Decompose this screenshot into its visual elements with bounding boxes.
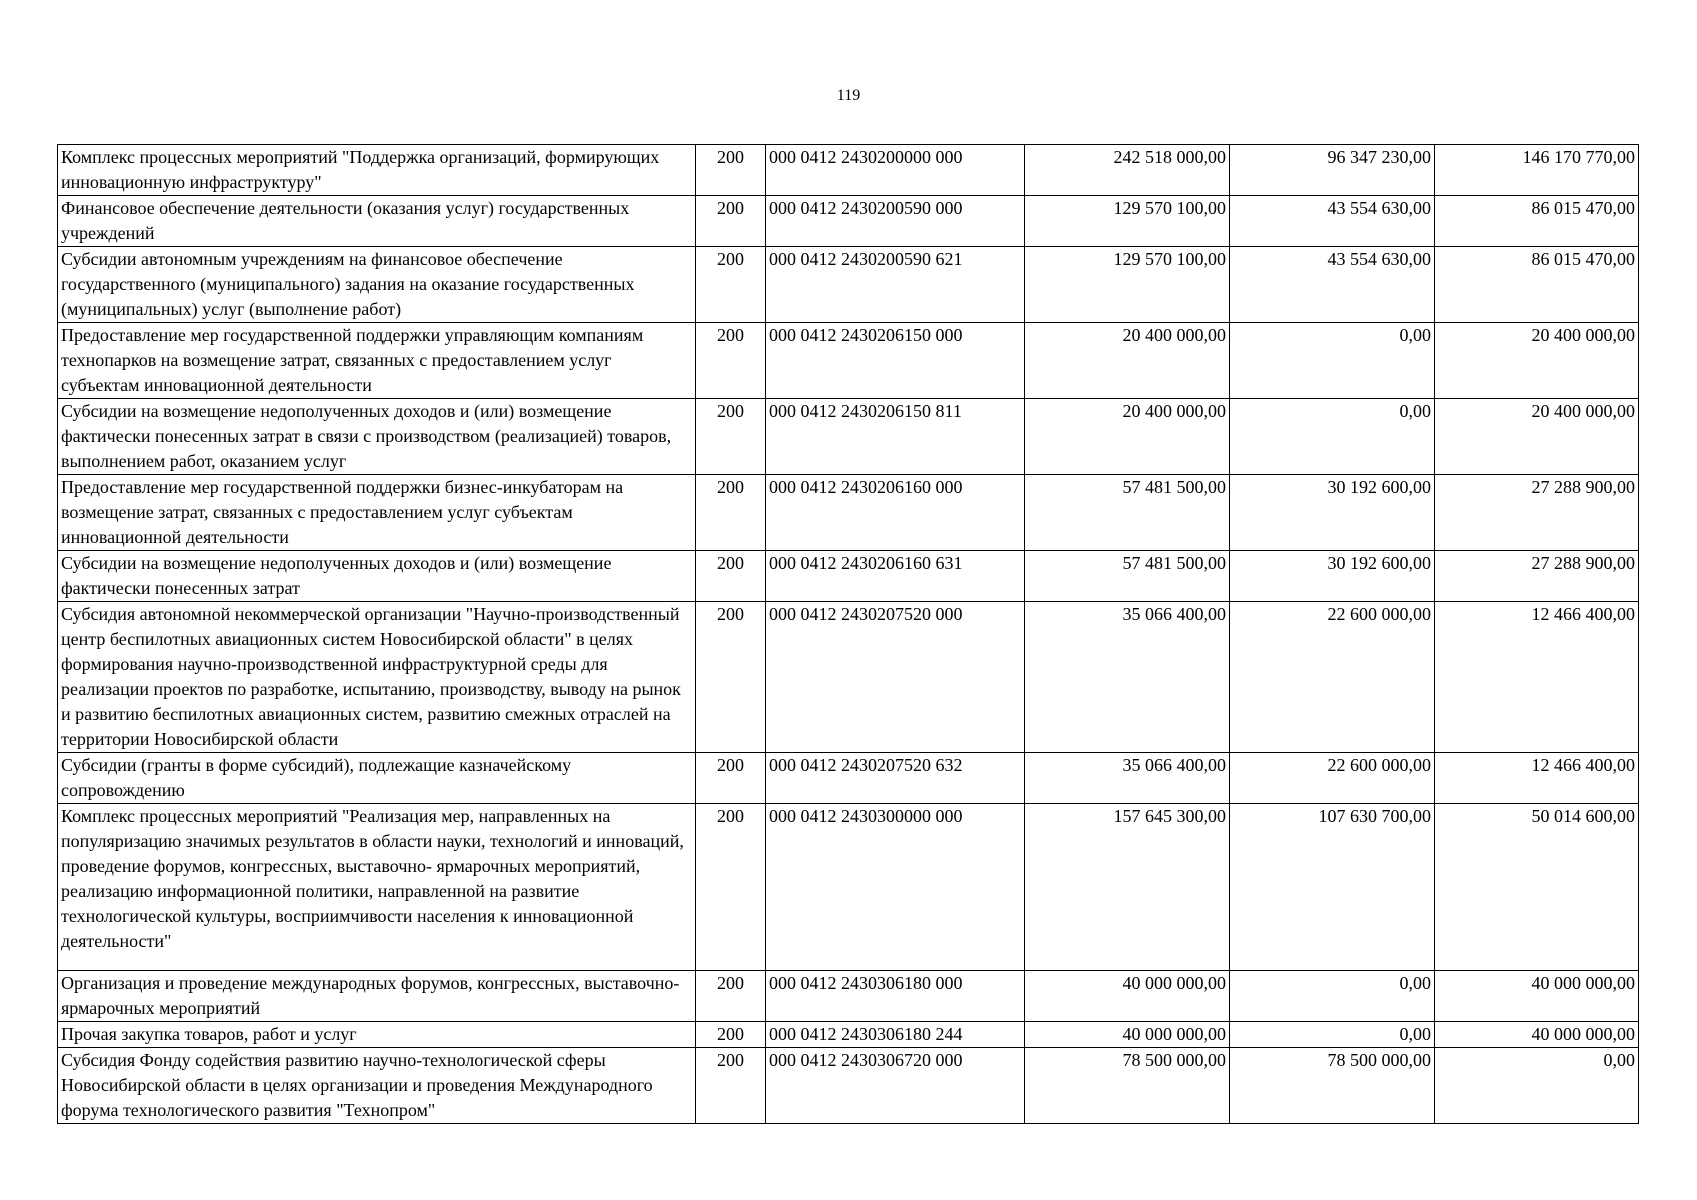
cell-executed: 107 630 700,00 [1230,804,1435,971]
table-row [58,551,1639,602]
cell-executed: 43 554 630,00 [1230,247,1435,323]
cell-executed: 30 192 600,00 [1230,551,1435,602]
cell-unexecuted: 20 400 000,00 [1435,323,1639,399]
cell-unexecuted: 12 466 400,00 [1435,753,1639,804]
cell-name: Субсидии (гранты в форме субсидий), подлежащие казначейскому сопровождению [58,753,696,804]
table-row [58,399,1639,475]
cell-approved: 40 000 000,00 [1025,971,1230,1022]
table-row [58,1048,1639,1124]
cell-code: 200 [696,1048,766,1124]
cell-approved: 57 481 500,00 [1025,551,1230,602]
cell-approved: 129 570 100,00 [1025,247,1230,323]
cell-name: Предоставление мер государственной поддержки бизнес-инкубаторам на возмещение затрат, связанных с предоставлением услуг субъектам инновационной деятельности [58,475,696,551]
cell-approved: 129 570 100,00 [1025,196,1230,247]
cell-name: Субсидии на возмещение недополученных доходов и (или) возмещение фактически понесенных затрат [58,551,696,602]
cell-executed: 96 347 230,00 [1230,145,1435,196]
cell-kbk: 000 0412 2430206150 811 [766,399,1025,475]
cell-unexecuted: 0,00 [1435,1048,1639,1124]
cell-kbk: 000 0412 2430206150 000 [766,323,1025,399]
cell-code: 200 [696,475,766,551]
cell-code: 200 [696,399,766,475]
cell-unexecuted: 27 288 900,00 [1435,551,1639,602]
cell-kbk: 000 0412 2430200590 000 [766,196,1025,247]
cell-unexecuted: 12 466 400,00 [1435,602,1639,753]
table-row [58,971,1639,1022]
cell-name: Субсидии на возмещение недополученных доходов и (или) возмещение фактически понесенных затрат в связи с производством (реализацией) товаров, выполнением работ, оказанием услуг [58,399,696,475]
cell-name: Субсидия Фонду содействия развитию научно-технологической сферы Новосибирской области в целях организации и проведения Международного форума технологического развития "Технопром" [58,1048,696,1124]
cell-executed: 22 600 000,00 [1230,602,1435,753]
table-row [58,247,1639,323]
table-row [58,753,1639,804]
cell-kbk: 000 0412 2430206160 631 [766,551,1025,602]
cell-code: 200 [696,196,766,247]
cell-approved: 242 518 000,00 [1025,145,1230,196]
cell-code: 200 [696,804,766,971]
page-number: 119 [836,87,861,104]
cell-approved: 157 645 300,00 [1025,804,1230,971]
cell-name: Финансовое обеспечение деятельности (оказания услуг) государственных учреждений [58,196,696,247]
table-row [58,196,1639,247]
cell-name: Организация и проведение международных форумов, конгрессных, выставочно-ярмарочных мероприятий [58,971,696,1022]
cell-name: Прочая закупка товаров, работ и услуг [58,1022,696,1048]
cell-kbk: 000 0412 2430207520 632 [766,753,1025,804]
cell-name: Комплекс процессных мероприятий "Реализация мер, направленных на популяризацию значимых результатов в области науки, технологий и инноваций, проведение форумов, конгрессных, выставочно- ярмарочных мероприятий, реализацию информационной политики, направленной на развитие технологической культуры, восприимчивости населения к инновационной деятельности" [58,804,696,971]
cell-code: 200 [696,551,766,602]
cell-executed: 0,00 [1230,399,1435,475]
cell-executed: 30 192 600,00 [1230,475,1435,551]
cell-kbk: 000 0412 2430306720 000 [766,1048,1025,1124]
cell-approved: 57 481 500,00 [1025,475,1230,551]
table-row [58,475,1639,551]
cell-unexecuted: 40 000 000,00 [1435,971,1639,1022]
cell-unexecuted: 50 014 600,00 [1435,804,1639,971]
cell-approved: 40 000 000,00 [1025,1022,1230,1048]
table-body [58,145,1639,1124]
cell-approved: 20 400 000,00 [1025,399,1230,475]
cell-name: Предоставление мер государственной поддержки управляющим компаниям технопарков на возмещение затрат, связанных с предоставлением услуг субъектам инновационной деятельности [58,323,696,399]
cell-approved: 78 500 000,00 [1025,1048,1230,1124]
cell-executed: 43 554 630,00 [1230,196,1435,247]
cell-code: 200 [696,753,766,804]
cell-unexecuted: 146 170 770,00 [1435,145,1639,196]
cell-kbk: 000 0412 2430300000 000 [766,804,1025,971]
cell-code: 200 [696,145,766,196]
cell-code: 200 [696,1022,766,1048]
cell-executed: 78 500 000,00 [1230,1048,1435,1124]
cell-kbk: 000 0412 2430306180 000 [766,971,1025,1022]
cell-unexecuted: 86 015 470,00 [1435,196,1639,247]
cell-kbk: 000 0412 2430200000 000 [766,145,1025,196]
cell-kbk: 000 0412 2430206160 000 [766,475,1025,551]
budget-table [57,144,1639,1124]
table-row [58,323,1639,399]
table-row [58,804,1639,971]
cell-kbk: 000 0412 2430207520 000 [766,602,1025,753]
cell-executed: 0,00 [1230,971,1435,1022]
cell-kbk: 000 0412 2430306180 244 [766,1022,1025,1048]
cell-name: Субсидия автономной некоммерческой организации "Научно-производственный центр беспилотных авиационных систем Новосибирской области" в целях формирования научно-производственной инфраструктурной среды для реализации проектов по разработке, испытанию, производству, выводу на рынок и развитию беспилотных авиационных систем, развитию смежных отраслей на территории Новосибирской области [58,602,696,753]
cell-code: 200 [696,971,766,1022]
cell-kbk: 000 0412 2430200590 621 [766,247,1025,323]
cell-unexecuted: 86 015 470,00 [1435,247,1639,323]
cell-unexecuted: 40 000 000,00 [1435,1022,1639,1048]
cell-approved: 35 066 400,00 [1025,753,1230,804]
table-row [58,602,1639,753]
cell-executed: 0,00 [1230,1022,1435,1048]
cell-unexecuted: 20 400 000,00 [1435,399,1639,475]
cell-executed: 22 600 000,00 [1230,753,1435,804]
cell-code: 200 [696,323,766,399]
cell-name: Субсидии автономным учреждениям на финансовое обеспечение государственного (муниципального) задания на оказание государственных (муниципальных) услуг (выполнение работ) [58,247,696,323]
cell-name: Комплекс процессных мероприятий "Поддержка организаций, формирующих инновационную инфраструктуру" [58,145,696,196]
cell-approved: 35 066 400,00 [1025,602,1230,753]
cell-unexecuted: 27 288 900,00 [1435,475,1639,551]
table-row [58,1022,1639,1048]
cell-code: 200 [696,247,766,323]
cell-code: 200 [696,602,766,753]
table-row [58,145,1639,196]
cell-approved: 20 400 000,00 [1025,323,1230,399]
cell-executed: 0,00 [1230,323,1435,399]
